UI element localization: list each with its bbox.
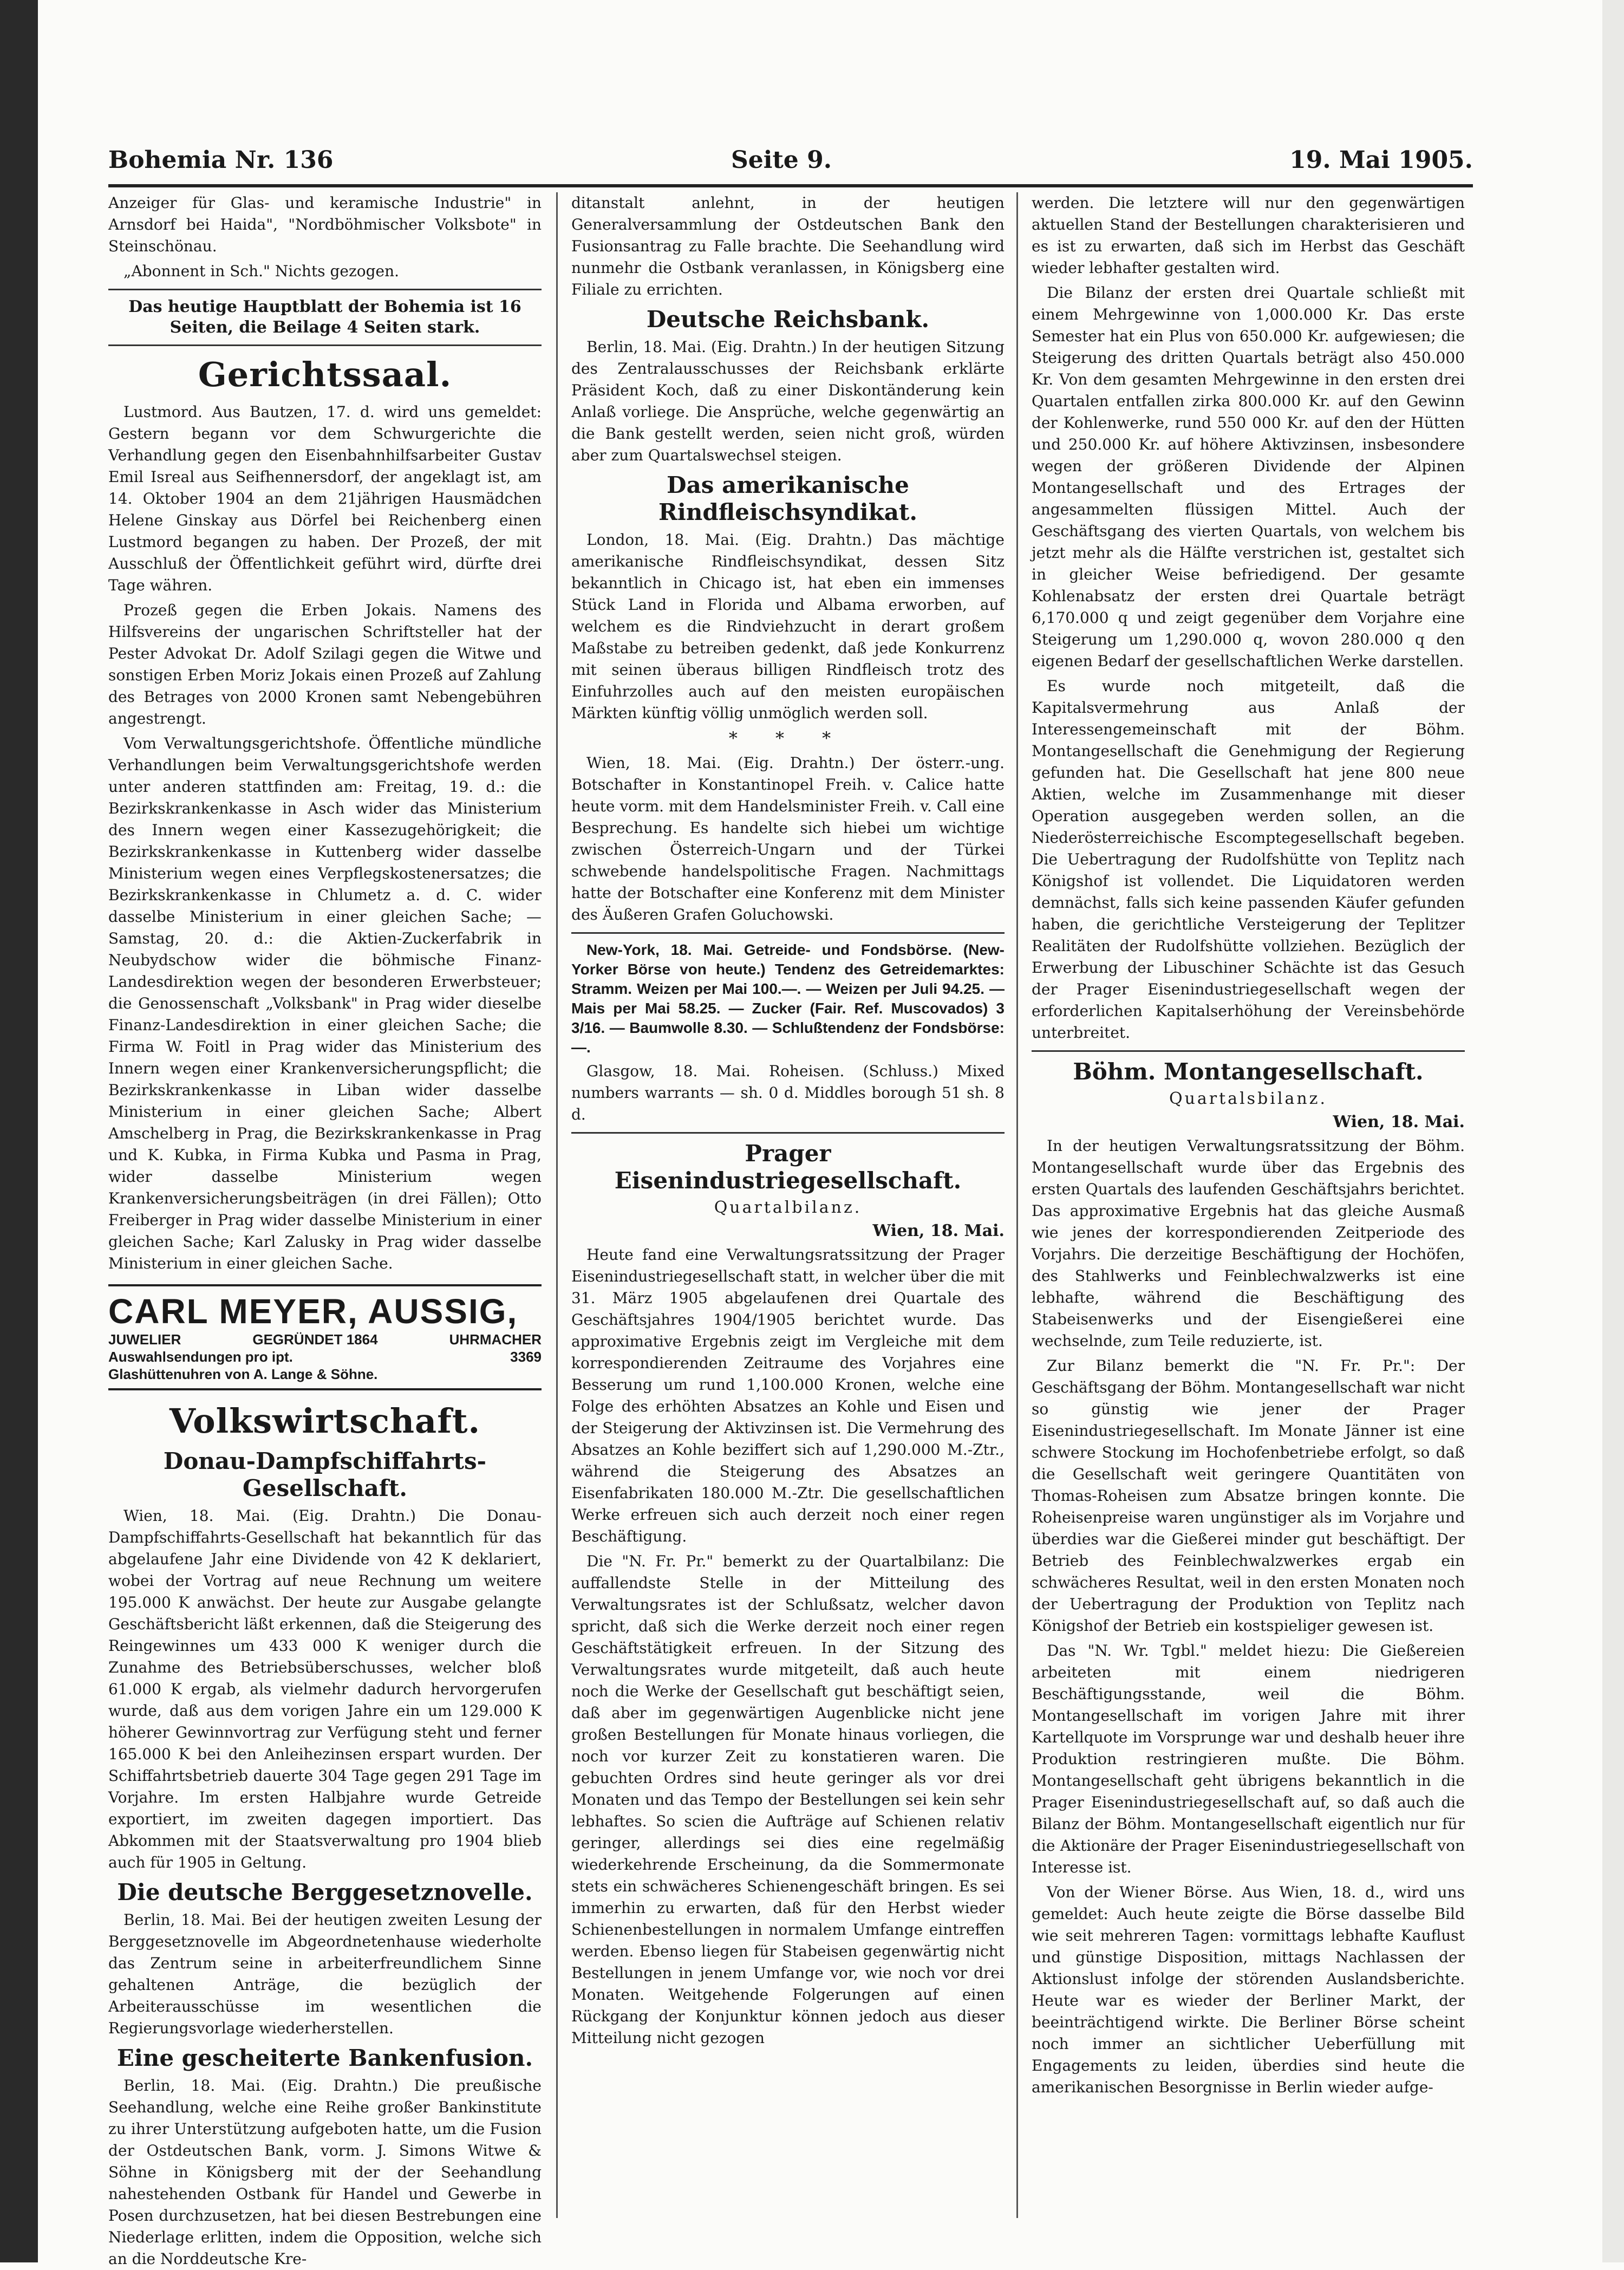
page-header	[108, 146, 1473, 179]
paragraph: Vom Verwaltungsgerichtshofe. Öffentliche mündliche Verhandlungen beim Verwaltungsgerichtshofe werden unter anderen stattfinden am: Freitag, 19. d.: die Bezirkskrankenkasse in Asch wider das Ministerium des Innern wegen einer Kassezugehörigkeit; die Bezirkskrankenkasse in Kuttenberg wider dasselbe Ministerium wegen eines Verpflegskostenersatzes; die Bezirkskrankenkasse in Chlumetz a. d. C. wider dasselbe Ministerium in einer gleichen Sache; — Samstag, 20. d.: die Aktien-Zuckerfabrik in Neubydschow wider die böhmische Finanz-Landesdirektion wegen der besonderen Erwerbsteuer; die Genossenschaft „Volksbank" in Prag wider dieselbe Finanz-Landesdirektion in einer gleichen Sache; die Firma W. Foitl in Prag wider das Ministerium des Innern wegen einer Krankenversicherungspflicht; die Bezirkskrankenkasse in Liban wider dasselbe Ministerium in einer gleichen Sache; Albert Amschelberg in Prag, die Bezirkskrankenkasse in Prag und K. Kubka, in Firma Kubka und Pasma in Prag, wider dasselbe Ministerium wegen Krankenversicherungsbeiträgen (in drei Fällen); Otto Freiberger in Prag wider dasselbe Ministerium in einer gleichen Sache; Karl Zalusky in Prag wider dasselbe Ministerium in einer gleichen Sache.	[108, 734, 542, 1272]
section-title-gerichtssaal: Gerichtssaal.	[198, 355, 452, 394]
paragraph: Glasgow, 18. Mai. Roheisen. (Schluss.) Mixed numbers warrants — sh. 0 d. Middles borough 51 sh. 8 d.	[571, 1062, 1005, 1123]
article-title: Böhm. Montangesellschaft.	[1073, 1058, 1424, 1085]
header-issue: Bohemia Nr. 136	[108, 146, 334, 174]
paragraph: London, 18. Mai. (Eig. Drahtn.) Das mächtige amerikanische Rindfleischsyndikat, dessen Sitz bekanntlich in Chicago ist, hat eben ein immenses Stück Land in Florida und Albama erworben, auf welchem es die Rindviehzucht in derart großem Maßstabe zu betreiben gedenkt, daß jede Konkurrenz mit seinen überaus billigen Rindfleisch trotz des Einfuhrzolles auch auf den meisten europäischen Märkten künftig völlig unmöglich werden soll.	[571, 531, 1005, 722]
paragraph: Prozeß gegen die Erben Jokais. Namens des Hilfsvereins der ungarischen Schriftsteller hat der Pester Advokat Dr. Adolf Szilagi gegen die Witwe und sonstigen Erben Moriz Jokais einen Prozeß auf Zahlung des Betrages von 2000 Kronen samt Nebengebühren angestrengt.	[108, 601, 542, 727]
column-divider	[556, 192, 558, 2218]
article-subtitle: Quartalsbilanz.	[1169, 1089, 1328, 1108]
paragraph: In der heutigen Verwaltungsratssitzung der Böhm. Montangesellschaft wurde über das Ergebnis des ersten Quartals des laufenden Geschäftsjahrs berichtet. Das approximative Ergebnis hat das gleiche Ausmaß wie jenes der korrespondierenden Zeitperiode des Vorjahrs. Die derzeitige Beschäftigung der Hochöfen, des Stahlwerks und Feinblechwalzwerks ist eine lebhafte, während die Beschäftigung des Stabeisenwerks und der Eisengießerei eine wechselnde, zum Teile reduzierte, ist.	[1032, 1137, 1465, 1350]
paragraph: Zur Bilanz bemerkt die "N. Fr. Pr.": Der Geschäftsgang der Böhm. Montangesellschaft war nicht so günstig wie jener der Prager Eisenindustriegesellschaft. Im Monate Jänner ist eine schwere Stockung im Hochofenbetriebe erfolgt, so daß die Gesellschaft weit geringere Quantitäten von Thomas-Roheisen zum Absatze bringen konnte. Die Roheisenpreise waren ungünstiger als im Vorjahre und überdies war die Gießerei minder gut beschäftigt. Der Betrieb des Feinblechwalzwerkes ergab ein schwächeres Resultat, weil in den ersten Monaten noch der Uebertragung der Produktion von Teplitz nach Königshof der Betrieb ein kostspieliger gewesen ist.	[1032, 1357, 1465, 1635]
newspaper-page	[108, 146, 1473, 2268]
paragraph: Anzeiger für Glas- und keramische Industrie" in Arnsdorf bei Haida", "Nordböhmischer Volksbote" in Steinschönau.	[108, 194, 542, 255]
scan-left-edge	[0, 0, 38, 2262]
paragraph: werden. Die letztere will nur den gegenwärtigen aktuellen Stand der Bestellungen charakterisieren und es ist zu erwarten, daß sich im Herbst das Geschäft wieder lebhafter gestalten wird.	[1032, 194, 1465, 277]
ad-text: Auswahlsendungen pro ipt.	[108, 1349, 293, 1365]
ad-number: 3369	[510, 1349, 542, 1365]
ad-line	[108, 1331, 542, 1348]
article-title: Prager Eisenindustriegesellschaft.	[614, 1140, 962, 1194]
paragraph: Berlin, 18. Mai. (Eig. Drahtn.) In der heutigen Sitzung des Zentralausschusses der Reichsbank erklärte Präsident Koch, daß zu einer Diskontänderung kein Anlaß vorliege. Die Ansprüche, welche gegenwärtig an die Bank gestellt werden, seien nicht groß, würden aber zum Quartalswechsel steigen.	[571, 338, 1005, 464]
ad-text: Glashüttenuhren von A. Lange & Söhne.	[108, 1366, 378, 1382]
paragraph: Wien, 18. Mai. (Eig. Drahtn.) Die Donau-Dampfschiffahrts-Gesellschaft hat bekanntlich für das abgelaufene Jahr eine Dividende von 42 K deklariert, wobei der Vortrag auf neue Rechnung um weitere 195.000 K anwächst. Der heute zur Ausgabe gelangte Geschäftsbericht läßt erkennen, daß die Steigerung des Reingewinnes um 433 000 K weniger durch die Zunahme des Betriebsüberschusses, welcher bloß 61.000 K ergab, als vielmehr dadurch hervorgerufen wurde, daß aus dem vorigen Jahre ein um 129.000 K höherer Gewinnvortrag zur Verfügung steht und ferner 165.000 K bei den Anleihezinsen erspart wurden. Der Schiffahrtsbetrieb dauerte 304 Tage gegen 291 Tage im Vorjahre. Im ersten Halbjahre wurde Getreide exportiert, im zweiten dagegen importiert. Das Abkommen mit der Staatsverwaltung pro 1904 blieb auch für 1905 in Geltung.	[108, 1507, 542, 1871]
paragraph: Das "N. Wr. Tgbl." meldet hiezu: Die Gießereien arbeiteten mit einem niedrigeren Beschäftigungsstande, weil die Böhm. Montangesellschaft im vorigen Jahre mit ihrer Kartellquote im Vorsprunge war und deshalb heuer ihre Produktion restringieren mußte. Die Böhm. Montangesellschaft geht übrigens bekanntlich in die Prager Eisenindustriegesellschaft auf, so daß auch die Bilanz der Böhm. Montangesellschaft eigentlich nur für die Aktionäre der Prager Eisenindustriegesellschaft von Interesse ist.	[1032, 1642, 1465, 1876]
divider	[571, 1132, 1005, 1134]
ad-text: GEGRÜNDET 1864	[252, 1331, 378, 1348]
header-page-number: Seite 9.	[731, 146, 832, 174]
dateline: Wien, 18. Mai.	[872, 1221, 1005, 1240]
article-subtitle: Quartalbilanz.	[714, 1198, 862, 1217]
scan-right-edge	[1602, 0, 1624, 2262]
paragraph: Wien, 18. Mai. (Eig. Drahtn.) Der österr.-ung. Botschafter in Konstantinopel Freih. v. Calice hatte heute vorm. mit dem Handelsminister Freih. v. Call eine Besprechung. Es handelte sich hiebei um wichtige zwischen Österreich-Ungarn und der Türkei schwebende handelspolitische Fragen. Nachmittags hatte der Botschafter eine Konferenz mit dem Minister des Äußeren Grafen Goluchowski.	[571, 754, 1005, 923]
article-title: Eine gescheiterte Bankenfusion.	[116, 2045, 533, 2071]
article-title: Das amerikanische Rindfleischsyndikat.	[658, 472, 917, 525]
paragraph: Es wurde noch mitgeteilt, daß die Kapitalsvermehrung aus Anlaß der Interessengemeinschaft mit der Böhm. Montangesellschaft die Genehmigung der Regierung gefunden hat. Die Gesellschaft hat jene 800 neue Aktien, welche im Zusammenhange mit dieser Operation ausgegeben werden sollen, an die Niederösterreichische Escomptegesellschaft begeben. Die Uebertragung der Rudolfshütte von Teplitz nach Königshof ist vollendet. Die Liquidatoren werden demnächst, falls sich keine passenden Käufer gefunden haben, die gerichtliche Versteigerung der Teplitzer Realitäten der Rudolfshütte vollziehen. Bezüglich der Erwerbung der Libuschiner Schächte ist das Gesuch der Prager Eisenindustriegesellschaft wegen der erforderlichen Kapitalserhöhung der Vereinsbehörde unterbreitet.	[1032, 677, 1465, 1042]
paragraph: Lustmord. Aus Bautzen, 17. d. wird uns gemeldet: Gestern begann vor dem Schwurgerichte die Verhandlung gegen den Eisenbahnhilfsarbeiter Gustav Emil Isreal aus Seifhennersdorf, der angeklagt ist, am 14. Oktober 1904 an dem 21jährigen Hausmädchen Helene Ginskay aus Dörfel bei Reichenberg einen Lustmord begangen zu haben. Der Prozeß, der mit Ausschluß der Öffentlichkeit geführt wird, dürfte drei Tage währen.	[108, 403, 542, 594]
ad-company-name: CARL MEYER, AUSSIG,	[108, 1292, 518, 1331]
separator-stars: * * *	[728, 728, 847, 749]
header-rule	[108, 184, 1473, 187]
divider	[108, 289, 542, 290]
divider	[108, 344, 542, 346]
column-1	[108, 192, 542, 2268]
paragraph: Berlin, 18. Mai. (Eig. Drahtn.) Die preußische Seehandlung, welche eine Reihe großer Bankinstitute zu ihrer Unterstützung aufgeboten hatte, um die Fusion der Ostdeutschen Bank, vorm. J. Simons Witwe & Söhne in Königsberg mit der der Seehandlung nahestehenden Ostbank für Handel und Gewerbe in Posen durchzusetzen, hat bei diesen Bestrebungen eine Niederlage erlitten, indem die Opposition, welche sich an die Norddeutsche Kre-	[108, 2077, 542, 2268]
column-3	[1032, 192, 1465, 2218]
ad-line	[108, 1348, 542, 1365]
paragraph: „Abonnent in Sch." Nichts gezogen.	[123, 262, 400, 280]
section-title-volkswirtschaft: Volkswirtschaft.	[169, 1401, 481, 1441]
article-title: Donau-Dampfschiffahrts-Gesellschaft.	[163, 1448, 487, 1501]
header-date: 19. Mai 1905.	[1289, 146, 1473, 174]
article-title: Deutsche Reichsbank.	[646, 306, 930, 333]
dateline: Wien, 18. Mai.	[1333, 1113, 1465, 1131]
paragraph: Berlin, 18. Mai. Bei der heutigen zweiten Lesung der Berggesetznovelle im Abgeordnetenhause wiederholte das Zentrum seine in arbeiterfreundlichem Sinne gehaltenen Anträge, die bezüglich der Arbeiterausschüsse im wesentlichen die Regierungsvorlage wiederherstellen.	[108, 1911, 542, 2037]
column-divider	[1016, 192, 1018, 2218]
paragraph: Von der Wiener Börse. Aus Wien, 18. d., wird uns gemeldet: Auch heute zeigte die Börse dasselbe Bild wie seit mehreren Tagen: vormittags lebhafte Kauflust und günstige Disposition, mittags Nachlassen der Aktionslust infolge der störenden Auslandsberichte. Heute war es wieder der Berliner Markt, der beeinträchtigend wirkte. Die Berliner Börse scheint noch immer an sichtlicher Ueberfüllung mit Engagements zu leiden, überdies sind heute die amerikanischen Besorgnisse in Berlin wieder aufge-	[1032, 1883, 1465, 2096]
ad-text: JUWELIER	[108, 1331, 181, 1348]
divider	[571, 932, 1005, 934]
advertisement-carl-meyer	[108, 1284, 542, 1390]
column-2	[571, 192, 1005, 2218]
ad-line	[108, 1365, 542, 1383]
paragraph: Heute fand eine Verwaltungsratssitzung der Prager Eisenindustriegesellschaft statt, in welcher über die mit 31. März 1905 abgelaufenen drei Quartale des Geschäftsjahres 1904/1905 berichtet wurde. Das approximative Ergebnis zeigt im Vergleiche mit dem korrespondierenden Zeitraume des Vorjahres eine Besserung um rund 1,100.000 Kronen, welche eine Folge des erhöhten Absatzes an Kohle und Eisen und der Steigerung der Aktivzinsen ist. Die Vermehrung des Absatzes an Kohle beziffert sich auf 1,290.000 M.-Ztr., während die Steigerung des Absatzes an Eisenfabrikaten 180.000 M.-Ztr. Die gesellschaftlichen Werke erfreuen sich auch derzeit noch einer regen Beschäftigung.	[571, 1246, 1005, 1545]
ad-text: UHRMACHER	[449, 1331, 542, 1348]
article-title: Die deutsche Berggesetznovelle.	[117, 1879, 533, 1905]
paragraph: Die Bilanz der ersten drei Quartale schließt mit einem Mehrgewinne von 1,000.000 Kr. Das erste Semester hat ein Plus von 650.000 Kr. aufgewiesen; die Steigerung des dritten Quartals beträgt also 450.000 Kr. Von dem gesamten Mehrgewinne in den ersten drei Quartalen entfallen zirka 800.000 Kr. auf den Gewinn der Kohlenwerke, rund 550 000 Kr. auf den der Hütten und 250.000 Kr. auf höhere Aktivzinsen, insbesondere wegen der größeren Dividende der Alpinen Montangesellschaft und des Ertrages der angesammelten flüssigen Mittel. Auch der Geschäftsgang des vierten Quartals, von welchem bis jetzt mehr als die Hälfte verstrichen ist, gestaltet sich in gleicher Weise befriedigend. Der gesamte Kohlenabsatz der ersten drei Quartale beträgt 6,170.000 q und zeigt gegenüber dem Vorjahre eine Steigerung um 1,290.000 q, wovon 280.000 q den eigenen Bedarf der gesellschaftlichen Werke darstellen.	[1032, 284, 1465, 670]
divider	[1032, 1050, 1465, 1052]
edition-notice: Das heutige Hauptblatt der Bohemia ist 16 Seiten, die Beilage 4 Seiten stark.	[128, 297, 521, 337]
market-report: New-York, 18. Mai. Getreide- und Fondsbörse. (New-Yorker Börse von heute.) Tendenz des Getreidemarktes: Stramm. Weizen per Mai 100.—. — Weizen per Juli 94.25. — Mais per Mai 58.25. — Zucker (Fair. Ref. Muscovados) 3 3/16. — Baumwolle 8.30. — Schlußtendenz der Fondsbörse: —.	[571, 941, 1005, 1056]
paragraph: ditanstalt anlehnt, in der heutigen Generalversammlung der Ostdeutschen Bank den Fusionsantrag zu Falle brachte. Die Seehandlung wird nunmehr die Ostbank veranlassen, in Königsberg eine Filiale zu errichten.	[571, 194, 1005, 298]
paragraph: Die "N. Fr. Pr." bemerkt zu der Quartalbilanz: Die auffallendste Stelle in der Mitteilung des Verwaltungsrates ist der Schlußsatz, welcher davon spricht, daß sich die Werke derzeit noch einer regen Geschäftstätigkeit erfreuen. In der Sitzung des Verwaltungsrates wurde mitgeteilt, daß auch heute noch die Werke der Gesellschaft gut beschäftigt seien, daß aber im gegenwärtigen Augenblicke nicht jene großen Bestellungen für Monate hinaus vorliegen, die noch vor kurzer Zeit zu konstatieren waren. Die gebuchten Ordres sind heute geringer als vor drei Monaten und das Tempo der Bestellungen sei kein sehr lebhaftes. So scien die Aufträge auf Schienen relativ geringer, allerdings sei dies eine regelmäßig wiederkehrende Erscheinung, da die Sommermonate stets ein schwächeres Schienengeschäft bringen. Es sei immerhin zu erwarten, daß für den Herbst wieder Schienenbestellungen in normalem Umfange eintreffen werden. Ebenso liegen für Stabeisen gegenwärtig nicht Bestellungen in jenem Umfange vor, wie noch vor drei Monaten. Weitgehende Folgerungen auf einen Rückgang der Konjunktur können jedoch aus dieser Mitteilung nicht gezogen	[571, 1552, 1005, 2047]
